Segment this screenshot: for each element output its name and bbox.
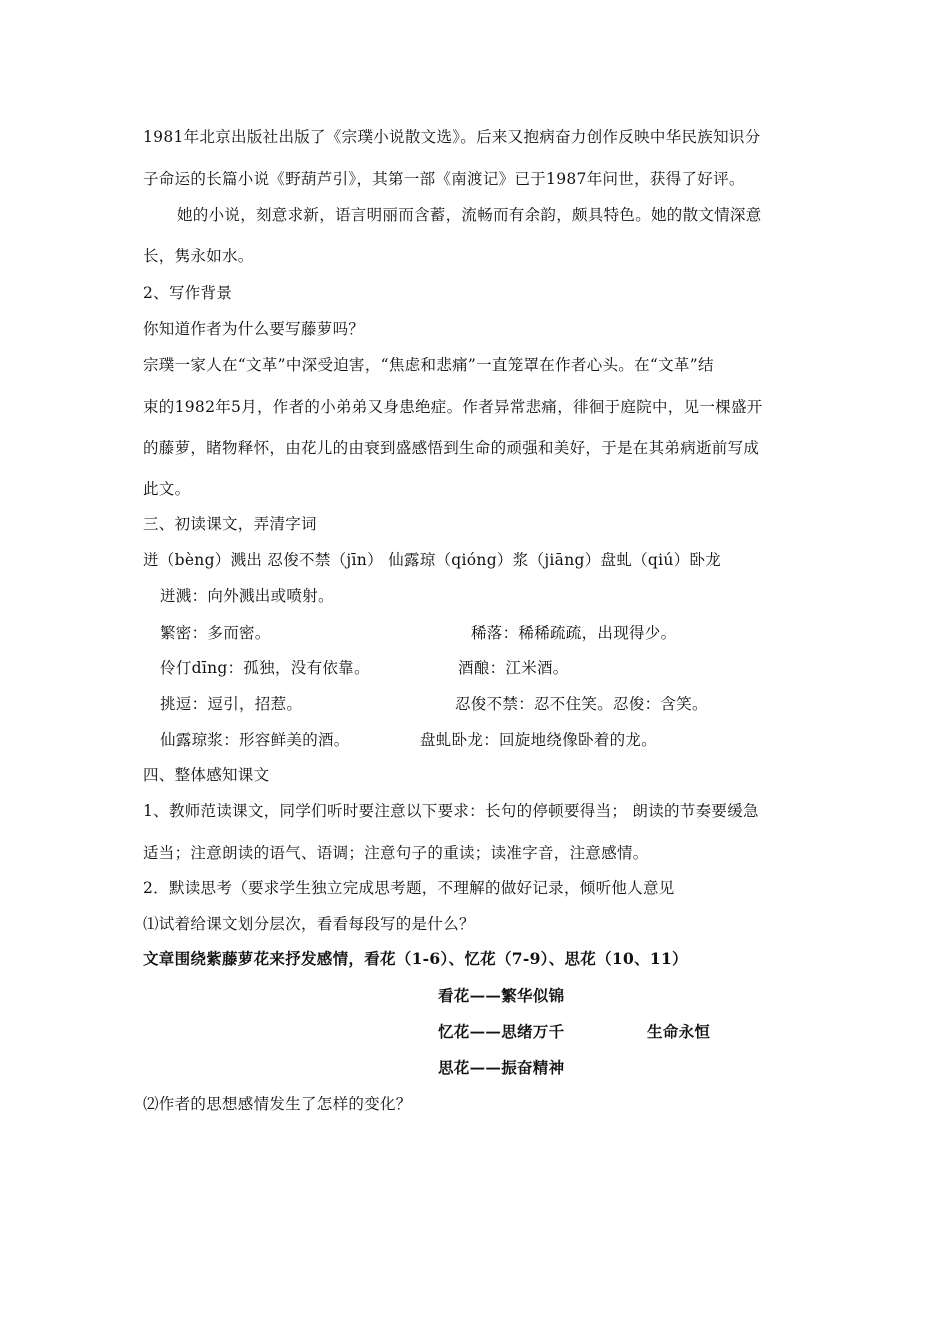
vocab-heading: 三、初读课文，弄清字词: [143, 515, 317, 533]
background-line-4: 此文。: [143, 480, 191, 498]
overview-answer: 文章围绕紫藤萝花来抒发感情，看花（1-6）、忆花（7-9）、思花（10、11）: [143, 949, 688, 968]
vocab-pinyin-line: 迸（bèng）溅出 忍俊不禁（jīn） 仙露琼（qióng）浆（jiāng）盘虬（qiú）卧龙: [143, 551, 722, 569]
vocab-def-1: 迸溅：向外溅出或喷射。: [160, 587, 334, 605]
intro-line-4: 长，隽永如水。: [143, 247, 254, 265]
overview-question-1: ⑴试着给课文划分层次，看看每段写的是什么？: [143, 915, 475, 933]
overview-item-2: 2．默读思考（要求学生独立完成思考题，不理解的做好记录，倾听他人意见: [143, 879, 675, 897]
vocab-def-4-right: 忍俊不禁：忍不住笑。忍俊：含笑。: [455, 695, 708, 713]
background-line-2: 束的1982年5月，作者的小弟弟又身患绝症。作者异常悲痛，徘徊于庭院中，见一棵盛开: [143, 398, 763, 416]
overview-item-1-line-1: 1、教师范读课文，同学们听时要注意以下要求：长句的停顿要得当； 朗读的节奏要缓急: [143, 802, 759, 820]
overview-item-1-line-2: 适当；注意朗读的语气、语调；注意句子的重读；读准字音，注意感情。: [143, 844, 649, 862]
structure-think: 思花——振奋精神: [438, 1058, 565, 1077]
vocab-def-5-right: 盘虬卧龙：回旋地绕像卧着的龙。: [420, 731, 658, 749]
overview-heading: 四、整体感知课文: [143, 766, 270, 784]
intro-line-1: 1981年北京出版社出版了《宗璞小说散文选》。后来又抱病奋力创作反映中华民族知识分: [143, 128, 761, 146]
overview-question-2: ⑵作者的思想感情发生了怎样的变化？: [143, 1095, 412, 1113]
structure-recall: 忆花——思绪万千: [438, 1022, 565, 1041]
structure-look: 看花——繁华似锦: [438, 986, 565, 1005]
vocab-def-2-right: 稀落：稀稀疏疏，出现得少。: [471, 624, 677, 642]
vocab-def-3-left: 伶仃dīng：孤独，没有依靠。: [160, 659, 370, 677]
structure-side-label: 生命永恒: [647, 1022, 711, 1041]
background-question: 你知道作者为什么要写藤萝吗？: [143, 320, 365, 338]
background-heading: 2、写作背景: [143, 284, 233, 302]
intro-line-2: 子命运的长篇小说《野葫芦引》，其第一部《南渡记》已于1987年问世，获得了好评。: [143, 170, 745, 188]
intro-line-3: 她的小说，刻意求新，语言明丽而含蓄，流畅而有余韵，颇具特色。她的散文情深意: [177, 206, 762, 224]
vocab-def-5-left: 仙露琼浆：形容鲜美的酒。: [160, 731, 350, 749]
vocab-def-4-left: 挑逗：逗引，招惹。: [160, 695, 303, 713]
vocab-def-2-left: 繁密：多而密。: [160, 624, 271, 642]
background-line-1: 宗璞一家人在“文革”中深受迫害，“焦虑和悲痛”一直笼罩在作者心头。在“文革”结: [143, 356, 714, 374]
background-line-3: 的藤萝，睹物释怀，由花儿的由衰到盛感悟到生命的顽强和美好，于是在其弟病逝前写成: [143, 439, 760, 457]
vocab-def-3-right: 酒酿：江米酒。: [458, 659, 569, 677]
